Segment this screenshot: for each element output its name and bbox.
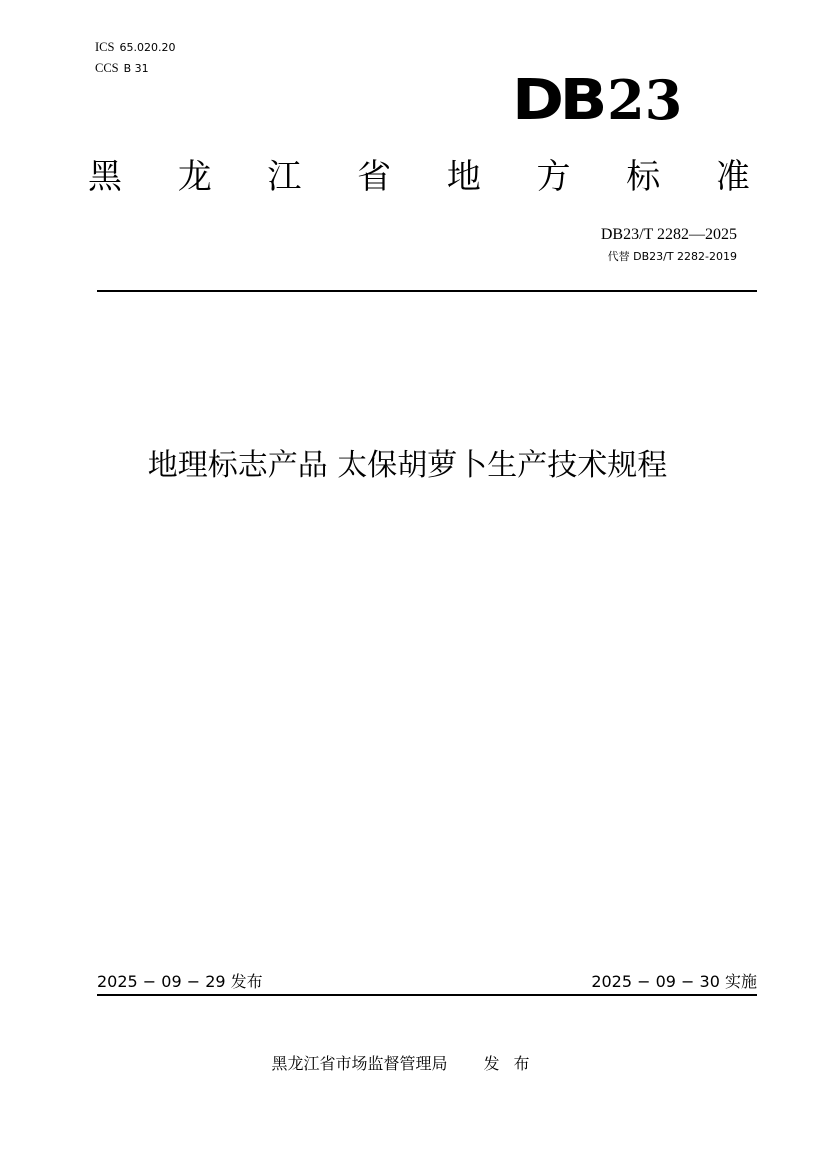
- ccs-code: [95, 61, 149, 76]
- standard-number: DB23/T 2282—2025: [600, 226, 737, 243]
- document-title: 地理标志产品 太保胡萝卜生产技术规程: [147, 448, 668, 483]
- top-divider: [97, 290, 757, 292]
- logo-prefix: DB: [512, 68, 603, 133]
- ics-label: ICS: [95, 40, 115, 54]
- heading-char: 省: [357, 157, 392, 197]
- heading-char: 准: [715, 157, 750, 197]
- heading-char: 龙: [177, 157, 212, 197]
- bottom-divider: [97, 994, 757, 996]
- implementation-date: 2025 − 09 − 30 实施: [591, 972, 757, 991]
- logo-number: 23: [607, 68, 683, 132]
- heading-char: 地: [446, 157, 481, 197]
- issuer-line: [0, 1054, 815, 1074]
- heading-char: 黑: [88, 157, 122, 197]
- heading-char: 方: [536, 157, 571, 197]
- ics-code: [95, 40, 175, 55]
- heading-char: 江: [267, 157, 302, 197]
- heading-char: 标: [626, 157, 661, 197]
- publish-date: 2025 − 09 − 29 发布: [97, 972, 263, 991]
- issuer-action: 发布: [483, 1054, 544, 1073]
- replaces-standard: 代替 DB23/T 2282-2019: [607, 250, 737, 263]
- db23-logo: [512, 68, 683, 133]
- ccs-label: CCS: [95, 61, 119, 75]
- standard-category-heading: [88, 155, 750, 199]
- ccs-value: B 31: [123, 62, 149, 75]
- issuer-name: 黑龙江省市场监督管理局: [271, 1054, 448, 1073]
- ics-value: 65.020.20: [119, 41, 176, 54]
